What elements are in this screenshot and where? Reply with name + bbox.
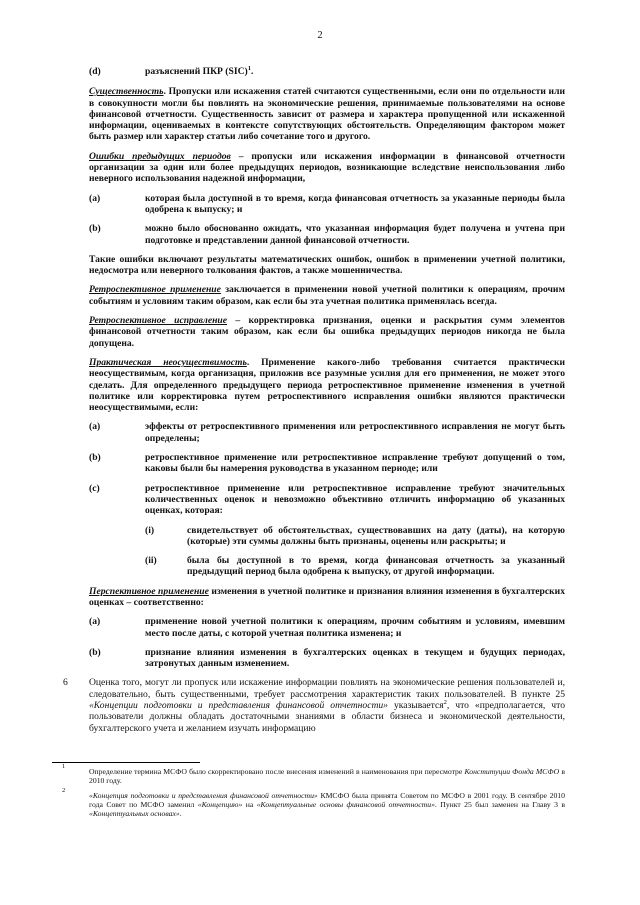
item-label: (i) (145, 524, 155, 536)
definition-text: заключается в применении новой учетной политики к операциям, прочим событиям и условиям таким образом, как если бы эта учетная политика применялась всегда. (89, 284, 565, 307)
item-text: свидетельствует об обстоятельствах, существовавших на дату (даты), на которую (которые) эти суммы должны быть признаны, оценены или раскрыты; и (187, 524, 565, 547)
footnote-text: Определение термина МСФО было скорректировано после внесения изменений в наименования при пересмотре (89, 767, 465, 776)
item-text: ретроспективное применение или ретроспективное исправление требуют значительных количественных оценок и невозможно объективно отличить информацию об указанных оценках, которая: (145, 482, 565, 517)
paragraph-text: Оценка того, могут ли пропуск или искажение информации повлиять на экономические решения пользователей и, следовательно, быть существенными, требует рассмотрения характеристик таких пользователей. В пункте 25 (89, 677, 565, 700)
item-text: можно было обоснованно ожидать, что указанная информация будет получена и учтена при подготовке и представлении данной финансовой отчетности. (145, 223, 565, 246)
footnote-text: . (179, 809, 182, 819)
term: Перспективное применение (89, 585, 209, 597)
item-text: ретроспективное применение или ретроспективное исправление требуют допущений о том, каковы были бы намерения руководства в указанном периоде; или (145, 452, 565, 475)
cited-title: «Концепцию» (197, 800, 243, 810)
definition-text: – корректировка признания, оценки и раскрытия сумм элементов финансовой отчетности таким образом, как если бы ошибка предыдущих периодов никогда не была допущена. (89, 315, 565, 349)
item-label: (c) (89, 482, 100, 494)
item-label: (a) (89, 616, 101, 628)
definition-impracticable (89, 357, 565, 413)
footnote-text: КМСФО была принята Советом по МСФО в 2001 году. В сентябре 2010 года Совет по МСФО заменил (89, 791, 565, 810)
paragraph-text: , что «предполагается, что пользователи должны обладать достаточными знаниями в области бизнеса и экономической деятельности, бухгалтерского учета и желанием изучать информацию (89, 700, 565, 734)
list-item (89, 223, 565, 246)
item-text: признание влияния изменения в бухгалтерских оценках в текущем и будущих периодах, затронутых данным изменением. (145, 646, 565, 670)
footnote-separator (52, 762, 200, 763)
footnote-text: . Пункт 25 был заменен на Главу 3 в (434, 800, 565, 810)
item-label: (b) (89, 646, 101, 658)
item-label: (ii) (145, 555, 157, 567)
item-text: была бы доступной в то время, когда финансовая отчетность за указанный предыдущий период была одобрена к выпуску, от другой информации. (187, 555, 565, 578)
definition-prior-errors (89, 151, 565, 185)
paragraph-6 (63, 677, 565, 734)
list-item (89, 483, 565, 517)
item-label: (b) (89, 452, 101, 464)
definition-text: – пропуски или искажения информации в финансовой отчетности организации за один или более предыдущих периодов, возникающие вследствие неиспользования либо неверного использования надежной информации, (89, 150, 565, 185)
sub-list-item (89, 525, 565, 548)
term: Ретроспективное применение (89, 284, 221, 296)
definition-text: . Пропуски или искажения статей считаются существенными, если они по отдельности или в совокупности могли бы повлиять на экономические решения, принимаемые пользователями на основе финансовой отчетности. Существенность зависит от размера и характера пропущенной или искаженной информации, оцениваемых в контексте сопутствующих обстоятельств. Определяющим фактором может быть размер или характер статьи либо сочетание того и другого. (89, 86, 565, 143)
heading-text: разъяснений ПКР (SIC) (145, 66, 248, 77)
term: Ретроспективное исправление (89, 315, 228, 327)
document-body (63, 64, 565, 734)
heading-end: . (250, 66, 254, 77)
list-item (89, 647, 565, 670)
item-label: (a) (89, 421, 101, 433)
footnote-text: на (242, 800, 257, 810)
item-label: (d) (89, 66, 101, 77)
footnote-text: в 2010 году. (89, 767, 565, 786)
footnote-2: 2 «Концепция подготовки и представления финансовой отчетности» КМСФО была принята Советом по МСФО в 2001 году. В сентябре 2010 года Совет по МСФО заменил «Концепцию» на «Концептуальные основы финансовой отчетности». Пункт 25 был заменен на Главу 3 в «Концептуальных основах». (62, 787, 565, 819)
sub-list-item (89, 555, 565, 578)
cited-title: «Концепция подготовки и представления финансовой отчетности» (89, 791, 318, 801)
definition-text: . Применение какого-либо требования считается практически неосуществимым, когда организация, приложив все разумные усилия для его применения, не может этого сделать. Для определенного предыдущего периода ретроспективное применение изменения в учетной политике или корректировка путем ретроспективного исправления ошибки являются практически неосуществимыми, если: (89, 356, 565, 414)
paragraph-text: указывается (387, 700, 444, 712)
paragraph: Такие ошибки включают результаты математических ошибок, ошибок в применении учетной политики, недосмотра или неверного толкования фактов, а также мошенничества. (89, 253, 565, 277)
cited-title: «Концептуальных основах» (89, 809, 180, 819)
list-item (89, 421, 565, 444)
paragraph-number: 6 (63, 677, 68, 689)
term: Существенность (89, 86, 164, 98)
item-label: (a) (89, 192, 101, 204)
footnotes (52, 763, 565, 824)
definition-text: изменения в учетной политике и признания влияния изменения в бухгалтерских оценках – соответственно: (89, 585, 565, 608)
definition-retrospective-application (89, 284, 565, 307)
term: Ошибки предыдущих периодов (89, 150, 231, 162)
item-text: применение новой учетной политики к операциям, прочим событиям и условиям, имевшим место после даты, с которой учетная политика изменена; и (145, 616, 565, 639)
list-heading-d (89, 66, 565, 77)
definition-materiality (89, 86, 565, 142)
footnote-ref-2: 2 (443, 698, 447, 706)
page-number: 2 (317, 30, 323, 41)
footnote-1: 1 Определение термина МСФО было скорректировано после внесения изменений в наименования при пересмотре Конституции Фонда МСФО в 2010 году. (62, 763, 565, 786)
cited-title: «Концептуальные основы финансовой отчетности» (256, 800, 435, 810)
list-item (89, 452, 565, 475)
item-label: (b) (89, 223, 101, 235)
definition-prospective (89, 586, 565, 609)
item-text: эффекты от ретроспективного применения или ретроспективного исправления не могут быть определены; (145, 421, 565, 444)
cited-title: Конституции Фонда МСФО (464, 767, 560, 776)
cited-title: «Концепции подготовки и представления финансовой отчетности» (89, 700, 388, 712)
footnote-ref-1: 1 (247, 64, 251, 72)
list-item (89, 616, 565, 639)
list-item (89, 193, 565, 216)
definition-retrospective-restatement (89, 315, 565, 349)
term: Практическая неосуществимость (89, 356, 247, 368)
item-text: которая была доступной в то время, когда финансовая отчетность за указанные периоды была одобрена к выпуску; и (145, 192, 565, 215)
